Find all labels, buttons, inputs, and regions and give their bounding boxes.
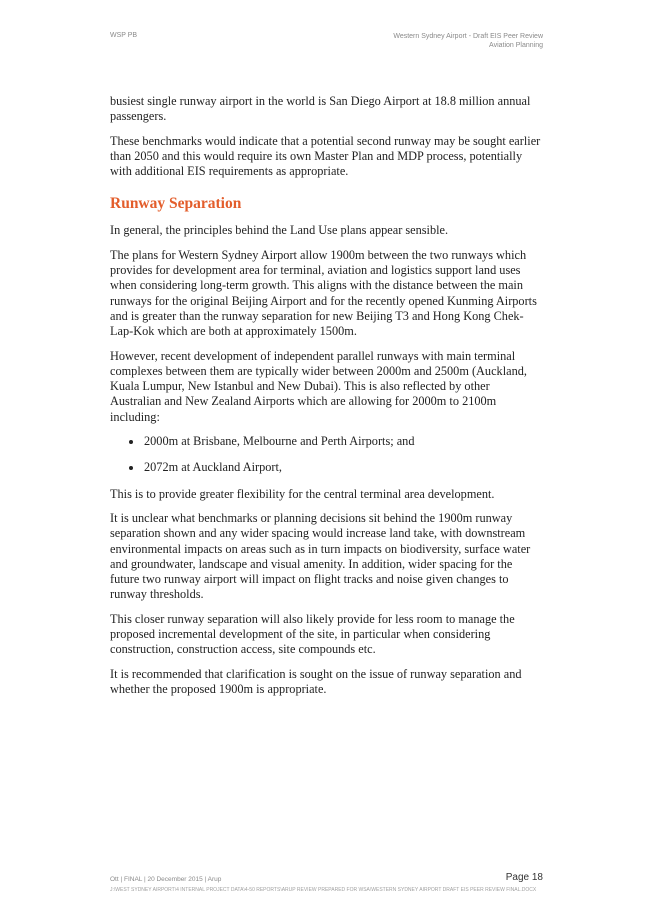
bullet-icon [129, 440, 133, 444]
bullet-list [110, 434, 543, 476]
section-heading: Runway Separation [110, 195, 242, 213]
paragraph-7: It is unclear what benchmarks or planning decisions sit behind the 1900m runway separation shown and any wider spacing would increase land take, with downstream environmental impacts on areas such as in turn impacts on biodiversity, surface water and groundwater, landscape and visual amenity. In addition, wider spacing for the future two runway airport will impact on flight tracks and noise given changes to runway thresholds. [110, 510, 531, 602]
paragraph-1: busiest single runway airport in the world is San Diego Airport at 18.8 million annual passengers. [110, 94, 531, 124]
header-right [393, 32, 543, 50]
paragraph-4: The plans for Western Sydney Airport allow 1900m between the two runways which provides for development area for terminal, aviation and logistics support land uses when considering long-term growth. This aligns with the distance between the main runways for the original Beijing Airport and for the recently opened Kunming Airports and is greater than the runway separation for new Beijing T3 and Hong Kong Chek-Lap-Kok which are both at approximately 1500m. [110, 247, 537, 339]
footer-left: Ott | FINAL | 20 December 2015 | Arup [110, 876, 222, 883]
footer-file-path: J:\WEST SYDNEY AIRPORT\4 INTERNAL PROJECT DATA\4-50 REPORTS\ARUP REVIEW PREPARED FOR WSA\WESTERN SYDNEY AIRPORT DRAFT EIS PEER REVIEW FINAL.DOCX [110, 887, 537, 893]
page-number: Page 18 [505, 872, 543, 883]
paragraph-9: It is recommended that clarification is sought on the issue of runway separation and whether the proposed 1900m is appropriate. [110, 666, 522, 696]
header-left: WSP PB [110, 32, 138, 39]
list-item-text: 2000m at Brisbane, Melbourne and Perth Airports; and [144, 434, 415, 449]
paragraph-2: These benchmarks would indicate that a potential second runway may be sought earlier than 2050 and this would require its own Master Plan and MDP process, potentially with additional EIS requirements as appropriate. [110, 133, 541, 179]
paragraph-6: This is to provide greater flexibility for the central terminal area development. [110, 486, 495, 501]
paragraph-5: However, recent development of independent parallel runways with main terminal complexes between them are typically wider between 2000m and 2500m (Auckland, Kuala Lumpur, New Istanbul and New Dubai). This is also reflected by other Australian and New Zealand Airports which are allowing for 2000m to 2100m including: [110, 348, 527, 424]
bullet-icon [129, 466, 133, 470]
paragraph-3: In general, the principles behind the Land Use plans appear sensible. [110, 223, 449, 238]
paragraph-8: This closer runway separation will also likely provide for less room to manage the proposed incremental development of the site, in particular when considering construction, construction access, site compounds etc. [110, 611, 515, 657]
list-item [110, 460, 543, 475]
header-right-line2: Aviation Planning [489, 42, 543, 49]
body-content [110, 94, 543, 706]
list-item-text: 2072m at Auckland Airport, [144, 460, 282, 475]
list-item [110, 434, 543, 449]
header-right-line1: Western Sydney Airport - Draft EIS Peer Review [393, 33, 543, 40]
